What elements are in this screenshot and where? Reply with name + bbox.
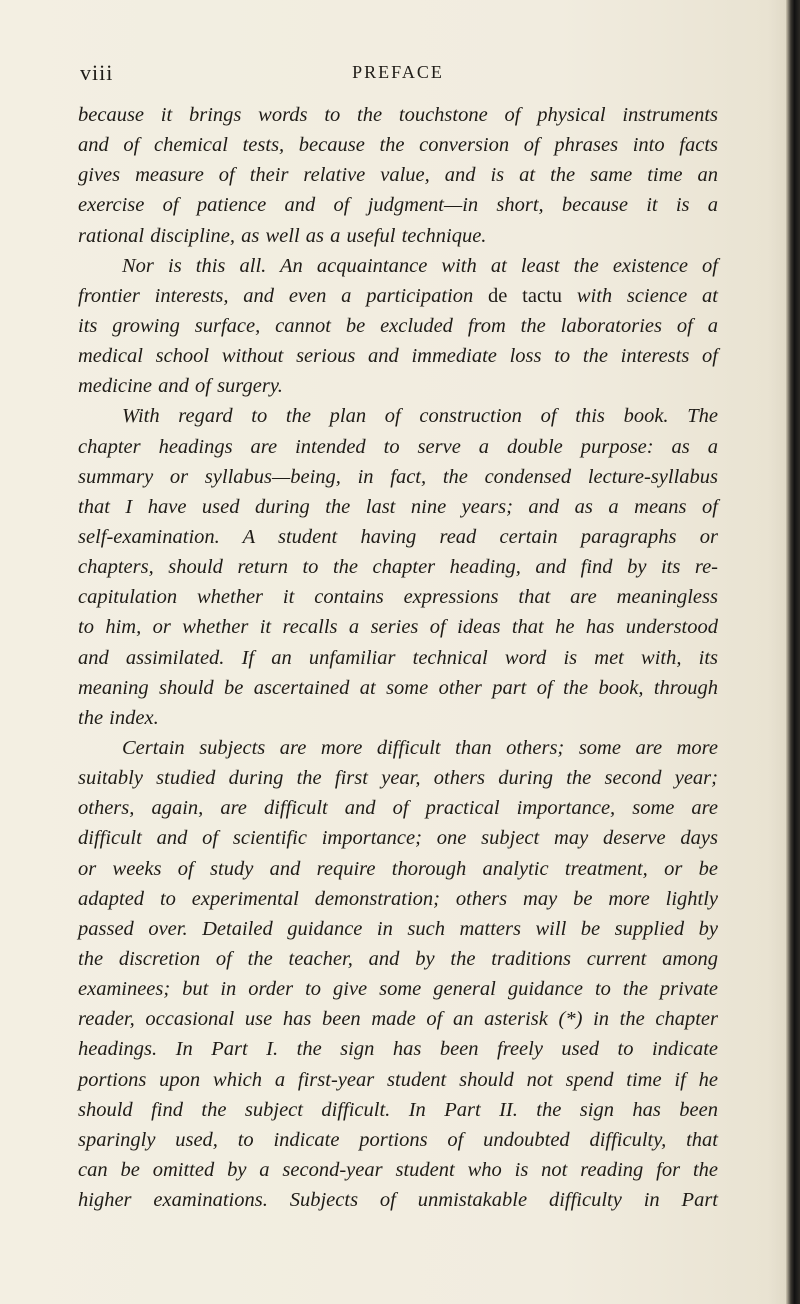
text-line: that I have used during the last nine years; and as a means of: [78, 495, 718, 518]
text-line: should find the subject difficult. In Part II. the sign has been: [78, 1098, 718, 1121]
text-line: meaning should be ascertained at some other part of the book, through: [78, 676, 718, 699]
text-line: summary or syllabus—being, in fact, the condensed lecture-syllabus: [78, 465, 718, 488]
page-number: viii: [80, 60, 114, 85]
text-line: Certain subjects are more difficult than others; some are more: [122, 736, 718, 759]
text-line-mixed: [78, 281, 718, 311]
text-line: self-examination. A student having read certain paragraphs or: [78, 525, 718, 548]
text-line: exercise of patience and of judgment—in short, because it is a: [78, 194, 718, 217]
text-line: and of chemical tests, because the conversion of phrases into facts: [78, 134, 718, 157]
text-line: to him, or whether it recalls a series of ideas that he has understood: [78, 616, 718, 639]
text-line: headings. In Part I. the sign has been freely used to indicate: [78, 1038, 718, 1061]
text-line: portions upon which a first-year student should not spend time if he: [78, 1068, 718, 1091]
latin-phrase: de tactu: [488, 284, 563, 307]
running-head: PREFACE: [352, 62, 444, 82]
text-line: the discretion of the teacher, and by the traditions current among: [78, 947, 718, 970]
text-line: reader, occasional use has been made of an asterisk (*) in the chapter: [78, 1008, 718, 1031]
text-line: or weeks of study and require thorough analytic treatment, or be: [78, 857, 718, 880]
text-line: its growing surface, cannot be excluded from the laboratories of a: [78, 314, 718, 337]
text-line: capitulation whether it contains expressions that are meaningless: [78, 586, 718, 609]
text-line: sparingly used, to indicate portions of undoubted difficulty, that: [78, 1128, 718, 1151]
text-line: chapter headings are intended to serve a double purpose: as a: [78, 435, 718, 458]
text-fragment: with science at: [562, 284, 718, 307]
text-line: others, again, are difficult and of practical importance, some are: [78, 797, 718, 820]
text-line: With regard to the plan of construction of this book. The: [122, 405, 718, 428]
text-line: can be omitted by a second-year student who is not reading for the: [78, 1158, 718, 1181]
text-line: suitably studied during the first year, others during the second year;: [78, 767, 718, 790]
text-line: rational discipline, as well as a useful technique.: [78, 224, 487, 247]
text-line: higher examinations. Subjects of unmistakable difficulty in Part: [78, 1189, 718, 1212]
text-line: examinees; but in order to give some general guidance to the private: [78, 978, 718, 1001]
text-line: medicine and of surgery.: [78, 375, 283, 398]
text-line: because it brings words to the touchstone of physical instruments: [78, 104, 718, 126]
text-fragment: frontier interests, and even a participation: [78, 284, 489, 307]
text-line: passed over. Detailed guidance in such matters will be supplied by: [78, 917, 718, 940]
text-line: adapted to experimental demonstration; others may be more lightly: [78, 887, 718, 910]
text-line: the index.: [78, 706, 159, 729]
page-header: [78, 56, 718, 86]
text-line: Nor is this all. An acquaintance with at least the existence of: [122, 254, 718, 277]
text-line: difficult and of scientific importance; one subject may deserve days: [78, 827, 718, 850]
preface-body: [78, 100, 718, 1215]
text-line: and assimilated. If an unfamiliar technical word is met with, its: [78, 646, 718, 669]
text-line: gives measure of their relative value, and is at the same time an: [78, 164, 718, 187]
book-spine-shadow: [786, 0, 800, 1304]
text-line: medical school without serious and immediate loss to the interests of: [78, 345, 718, 368]
text-line: chapters, should return to the chapter heading, and find by its re-: [78, 556, 718, 579]
